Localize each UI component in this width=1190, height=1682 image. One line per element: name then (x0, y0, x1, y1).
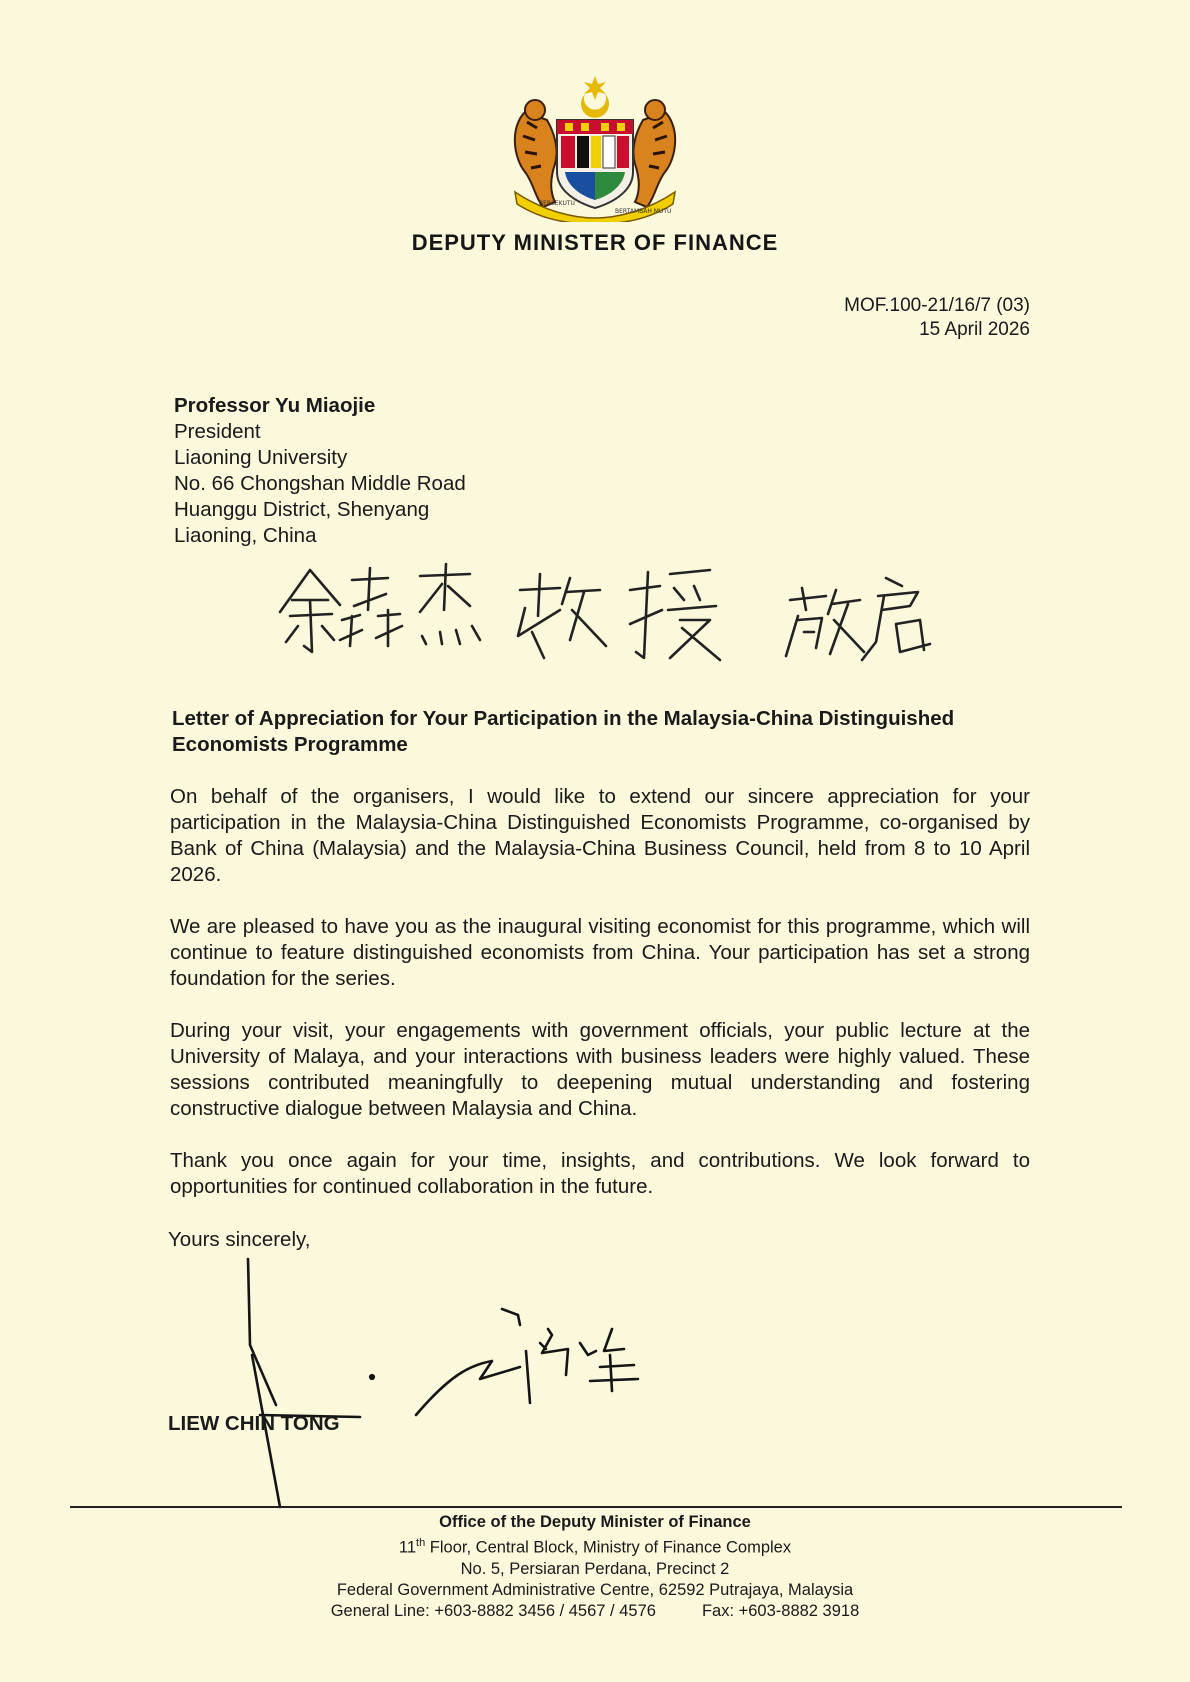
body-paragraph: We are pleased to have you as the inaugural visiting economist for this programme, which will continue to feature distinguished economists from China. Your participation has set a strong foundation for the series. (170, 915, 1030, 990)
recipient-address-line2: Huanggu District, Shenyang (174, 498, 430, 521)
letter-date: 15 April 2026 (919, 319, 1030, 340)
footer-address-line2: No. 5, Persiaran Perdana, Precinct 2 (460, 1559, 730, 1578)
svg-text:BERTAMBAH MUTU: BERTAMBAH MUTU (615, 208, 672, 215)
body-paragraph: On behalf of the organisers, I would like to extend our sincere appreciation for your participation in the Malaysia-China Distinguished Economists Programme, co-organised by Bank of China (Malaysia) and the Malaysia-China Business Council, held from 8 to 10 April 2026. (170, 785, 1030, 886)
recipient-title: President (174, 420, 261, 443)
signatory-name: LIEW CHIN TONG (168, 1412, 340, 1435)
recipient-address-line3: Liaoning, China (174, 524, 317, 547)
subject-line (172, 706, 1032, 758)
subject-line-1: Letter of Appreciation for Your Participation in the Malaysia-China Distinguished (172, 707, 955, 730)
footer-address-line3: Federal Government Administrative Centre, 62592 Putrajaya, Malaysia (336, 1580, 854, 1599)
footer-contact (0, 1601, 1190, 1622)
malaysia-coat-of-arms-icon (505, 72, 685, 222)
footer-address-line1: 11th Floor, Central Block, Ministry of Finance Complex (398, 1537, 792, 1557)
svg-text:BERSEKUTU: BERSEKUTU (539, 200, 575, 207)
reference-block (844, 294, 1030, 342)
office-title: DEPUTY MINISTER OF FINANCE (411, 230, 779, 255)
recipient-address-line1: No. 66 Chongshan Middle Road (174, 472, 466, 495)
letter-body (170, 784, 1030, 1226)
handwritten-signature (230, 1255, 710, 1515)
recipient-institution: Liaoning University (174, 446, 348, 469)
footer-fax: Fax: +603-8882 3918 (701, 1601, 860, 1620)
recipient-name: Professor Yu Miaojie (174, 394, 376, 417)
body-paragraph: Thank you once again for your time, insights, and contributions. We look forward to opportunities for continued collaboration in the future. (170, 1149, 1030, 1198)
subject-line-2: Economists Programme (172, 733, 408, 756)
recipient-address (174, 393, 466, 549)
footer-office: Office of the Deputy Minister of Finance (439, 1513, 751, 1531)
body-paragraph: During your visit, your engagements with government officials, your public lecture at the University of Malaya, and your interactions with business leaders were highly valued. These sessions contributed meaningfully to deepening mutual understanding and fostering constructive dialogue between Malaysia and China. (170, 1019, 1030, 1120)
reference-number: MOF.100-21/16/7 (03) (844, 295, 1030, 316)
handwritten-chinese-greeting (270, 560, 950, 670)
footer-general-line: General Line: +603-8882 3456 / 4567 / 4576 (330, 1601, 656, 1620)
footer-divider (70, 1506, 1122, 1508)
closing-salutation: Yours sincerely, (168, 1228, 311, 1251)
letter-footer (0, 1512, 1190, 1622)
